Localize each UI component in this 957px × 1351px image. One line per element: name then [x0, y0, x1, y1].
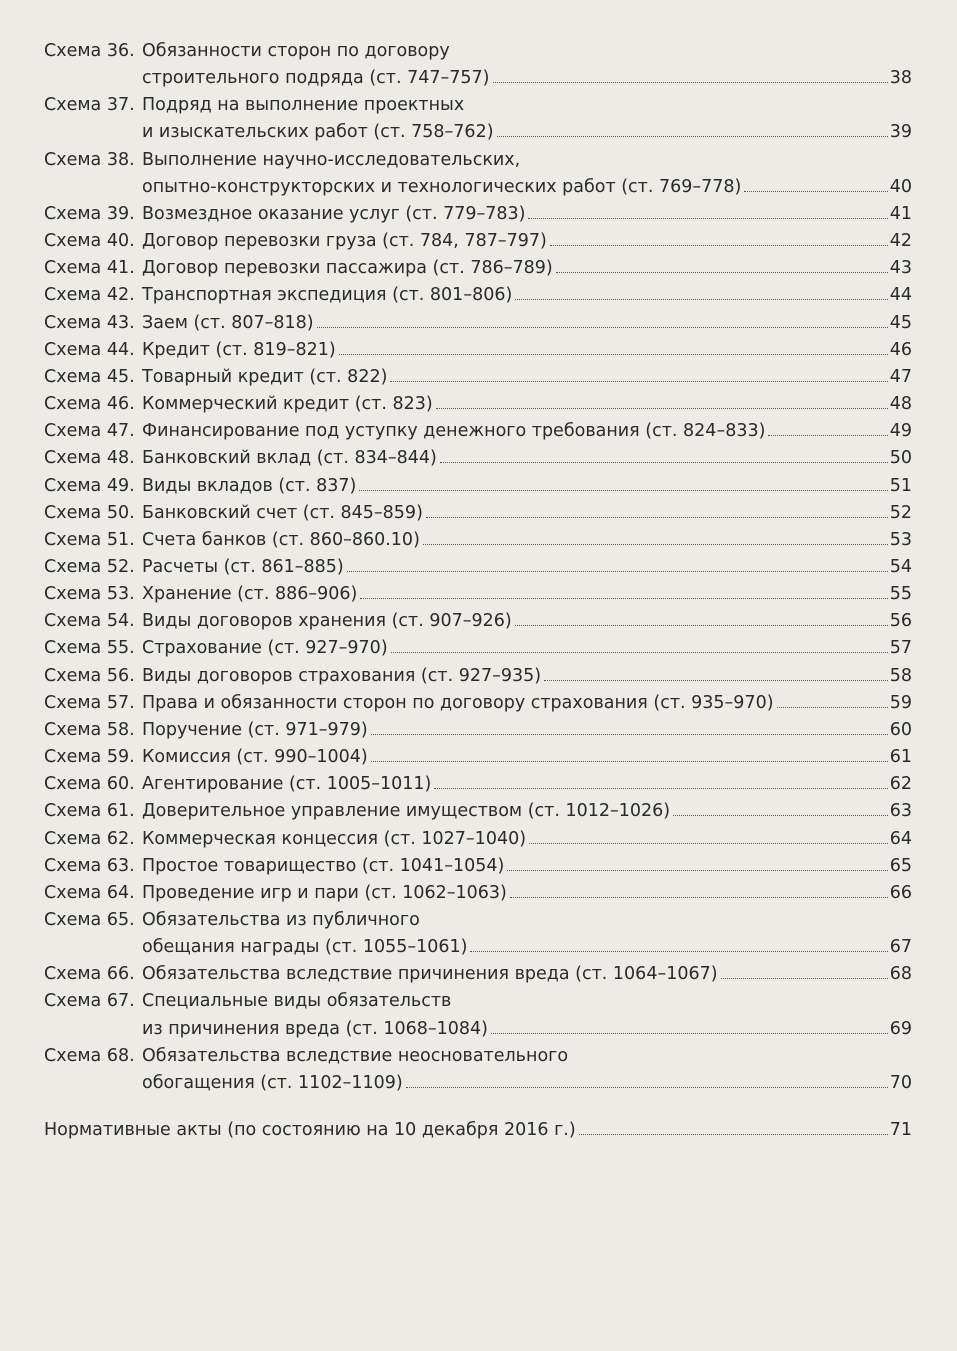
page-number: 48: [889, 394, 912, 415]
dot-leader: [529, 843, 888, 844]
scheme-number: Схема 52.: [44, 556, 135, 577]
scheme-number: Схема 58.: [44, 719, 135, 740]
dot-leader: [515, 299, 887, 300]
dot-leader: [544, 680, 888, 681]
entry-line: [142, 826, 912, 853]
dot-leader: [360, 598, 887, 599]
page-number: 62: [889, 774, 912, 795]
entry-line: [142, 1016, 912, 1043]
scheme-number: Схема 44.: [44, 339, 135, 360]
entry-body: [142, 771, 912, 798]
toc-entry: [44, 364, 912, 391]
entry-line: [142, 717, 912, 744]
scheme-number: Схема 57.: [44, 692, 135, 713]
scheme-number: Схема 49.: [44, 475, 135, 496]
entry-body: [142, 744, 912, 771]
entry-title: обогащения (ст. 1102–1109): [142, 1072, 403, 1093]
entry-body: [142, 445, 912, 472]
page-number: 45: [889, 312, 912, 333]
page-number: 51: [889, 475, 912, 496]
entry-body: [142, 717, 912, 744]
entry-line: [142, 635, 912, 662]
entry-line: [142, 38, 912, 65]
entry-title: Расчеты (ст. 861–885): [142, 556, 344, 577]
scheme-number: Схема 51.: [44, 529, 135, 550]
toc-entry: [44, 961, 912, 988]
entry-title: Договор перевозки груза (ст. 784, 787–797): [142, 231, 547, 252]
toc-entry: [44, 282, 912, 309]
toc-entry: [44, 907, 912, 961]
dot-leader: [556, 272, 888, 273]
page-number: 53: [889, 529, 912, 550]
dot-leader: [507, 870, 887, 871]
entry-line: [142, 554, 912, 581]
entry-title: Агентирование (ст. 1005–1011): [142, 774, 432, 795]
entry-line: [142, 771, 912, 798]
scheme-number: Схема 50.: [44, 502, 135, 523]
scheme-number: Схема 38.: [44, 149, 135, 170]
page-number: 38: [889, 68, 912, 89]
entry-line: [142, 798, 912, 825]
scheme-number: Схема 43.: [44, 312, 135, 333]
entry-line: [142, 527, 912, 554]
entry-line: [142, 880, 912, 907]
entry-body: [142, 364, 912, 391]
dot-leader: [406, 1087, 888, 1088]
entry-body: [142, 554, 912, 581]
dot-leader: [515, 625, 888, 626]
page-number: 69: [889, 1018, 912, 1039]
entry-line: [142, 391, 912, 418]
toc-entry: [44, 880, 912, 907]
entry-title: Коммерческая концессия (ст. 1027–1040): [142, 828, 527, 849]
entry-title: Финансирование под уступку денежного требования (ст. 824–833): [142, 421, 766, 442]
entry-line: [142, 581, 912, 608]
entry-body: [142, 38, 912, 92]
entry-title: Виды договоров хранения (ст. 907–926): [142, 611, 512, 632]
entry-title: Подряд на выполнение проектных: [142, 95, 465, 116]
entry-line: [142, 744, 912, 771]
scheme-number: Схема 37.: [44, 95, 135, 116]
entry-body: [142, 201, 912, 228]
entry-line: [142, 174, 912, 201]
entry-title: Банковский вклад (ст. 834–844): [142, 448, 437, 469]
scheme-number: Схема 64.: [44, 882, 135, 903]
entry-line: [142, 65, 912, 92]
page-number: 50: [889, 448, 912, 469]
toc-entry: [44, 92, 912, 146]
page-number: 44: [889, 285, 912, 306]
dot-leader: [359, 490, 887, 491]
entry-body: [142, 147, 912, 201]
entry-body: [142, 608, 912, 635]
entry-title: Хранение (ст. 886–906): [142, 584, 358, 605]
page-number: 42: [889, 231, 912, 252]
scheme-number: Схема 42.: [44, 285, 135, 306]
toc-entry: [44, 717, 912, 744]
page-number: 61: [889, 747, 912, 768]
dot-leader: [426, 517, 888, 518]
scheme-number: Схема 56.: [44, 665, 135, 686]
entry-title: Обязательства из публичного: [142, 910, 420, 930]
page-number: 57: [889, 638, 912, 659]
entry-line: [142, 147, 912, 174]
entry-line: [44, 1117, 912, 1144]
entry-title: Простое товарищество (ст. 1041–1054): [142, 855, 505, 876]
page-number: 49: [889, 421, 912, 442]
dot-leader: [673, 815, 888, 816]
dot-leader: [579, 1134, 888, 1135]
toc-entry: [44, 38, 912, 92]
scheme-number: Схема 40.: [44, 231, 135, 252]
entry-title: Выполнение научно-исследовательских,: [142, 149, 521, 170]
dot-leader: [391, 652, 888, 653]
dot-leader: [434, 788, 887, 789]
scheme-number: Схема 46.: [44, 394, 135, 415]
page-number: 65: [889, 855, 912, 876]
toc-entry: [44, 581, 912, 608]
entry-body: [142, 500, 912, 527]
toc-entry: [44, 1043, 912, 1097]
dot-leader: [510, 897, 888, 898]
entry-body: [142, 907, 912, 961]
scheme-number: Схема 63.: [44, 855, 135, 876]
entry-body: [142, 880, 912, 907]
scheme-number: Схема 36.: [44, 41, 135, 61]
dot-leader: [550, 245, 888, 246]
entry-title: Поручение (ст. 971–979): [142, 719, 368, 740]
entry-body: [142, 282, 912, 309]
entry-body: [142, 988, 912, 1042]
page-number: 64: [889, 828, 912, 849]
entry-title: Банковский счет (ст. 845–859): [142, 502, 423, 523]
page-number: 41: [889, 203, 912, 224]
entry-body: [142, 581, 912, 608]
entry-title: и изыскательских работ (ст. 758–762): [142, 122, 494, 143]
entry-title: Товарный кредит (ст. 822): [142, 366, 388, 387]
dot-leader: [390, 381, 887, 382]
entry-body: [142, 1043, 912, 1097]
scheme-number: Схема 54.: [44, 611, 135, 632]
page-number: 59: [889, 692, 912, 713]
entry-title: Обязательства вследствие причинения вреда (ст. 1064–1067): [142, 964, 718, 985]
entry-title: обещания награды (ст. 1055–1061): [142, 937, 468, 958]
entry-line: [142, 445, 912, 472]
toc-entry: [44, 147, 912, 201]
entry-title: Обязанности сторон по договору: [142, 41, 450, 61]
entry-line: [142, 907, 912, 934]
dot-leader: [497, 136, 888, 137]
entry-body: [142, 663, 912, 690]
toc-entry: [44, 527, 912, 554]
toc-entry: [44, 473, 912, 500]
scheme-number: Схема 55.: [44, 638, 135, 659]
toc-entry: [44, 418, 912, 445]
scheme-number: Схема 53.: [44, 584, 135, 605]
entry-title: Проведение игр и пари (ст. 1062–1063): [142, 882, 507, 903]
dot-leader: [493, 82, 888, 83]
entry-body: [142, 635, 912, 662]
entry-body: [142, 826, 912, 853]
scheme-number: Схема 45.: [44, 366, 135, 387]
entry-line: [142, 500, 912, 527]
entry-body: [142, 853, 912, 880]
entry-line: [142, 663, 912, 690]
page-number: 63: [889, 801, 912, 822]
page-number: 43: [889, 258, 912, 279]
toc-entry: [44, 445, 912, 472]
dot-leader: [317, 327, 888, 328]
toc-entry: [44, 798, 912, 825]
entry-line: [142, 473, 912, 500]
scheme-number: Схема 67.: [44, 991, 135, 1012]
page-number: 58: [889, 665, 912, 686]
toc-entry-normative: [44, 1117, 912, 1144]
scheme-number: Схема 41.: [44, 258, 135, 279]
entry-body: [142, 690, 912, 717]
page-number: 68: [889, 964, 912, 985]
scheme-number: Схема 65.: [44, 910, 135, 930]
page-number: 54: [889, 556, 912, 577]
page-number: 55: [889, 584, 912, 605]
entry-title: Виды договоров страхования (ст. 927–935): [142, 665, 542, 686]
page-number: 47: [889, 366, 912, 387]
entry-title: Кредит (ст. 819–821): [142, 339, 336, 360]
entry-title: строительного подряда (ст. 747–757): [142, 68, 490, 89]
scheme-number: Схема 61.: [44, 801, 135, 822]
entry-title: Счета банков (ст. 860–860.10): [142, 529, 420, 550]
toc-entry: [44, 255, 912, 282]
page-number: 67: [889, 937, 912, 958]
page-number: 66: [889, 882, 912, 903]
scheme-number: Схема 60.: [44, 774, 135, 795]
entry-line: [142, 310, 912, 337]
entry-line: [142, 418, 912, 445]
toc-entry: [44, 310, 912, 337]
entry-title: Заем (ст. 807–818): [142, 312, 314, 333]
scheme-number: Схема 39.: [44, 203, 135, 224]
entry-title: опытно-конструкторских и технологических работ (ст. 769–778): [142, 176, 742, 197]
entry-title: Транспортная экспедиция (ст. 801–806): [142, 285, 513, 306]
dot-leader: [721, 978, 888, 979]
page-number: 39: [889, 122, 912, 143]
toc-entry: [44, 391, 912, 418]
dot-leader: [440, 462, 888, 463]
entry-body: [142, 418, 912, 445]
entry-line: [142, 201, 912, 228]
entry-title: Договор перевозки пассажира (ст. 786–789): [142, 258, 553, 279]
page-number: 71: [889, 1120, 912, 1141]
entry-body: [142, 798, 912, 825]
entry-title: Права и обязанности сторон по договору страхования (ст. 935–970): [142, 692, 774, 713]
dot-leader: [777, 707, 888, 708]
toc-entry: [44, 635, 912, 662]
entry-line: [142, 92, 912, 119]
entry-body: [142, 228, 912, 255]
dot-leader: [423, 544, 888, 545]
toc-entry: [44, 608, 912, 635]
toc-entry: [44, 771, 912, 798]
scheme-number: Схема 62.: [44, 828, 135, 849]
page-number: 56: [889, 611, 912, 632]
scheme-number: Схема 59.: [44, 747, 135, 768]
entry-line: [142, 690, 912, 717]
dot-leader: [768, 435, 887, 436]
dot-leader: [436, 408, 888, 409]
dot-leader: [491, 1033, 888, 1034]
entry-title: Страхование (ст. 927–970): [142, 638, 388, 659]
entry-line: [142, 337, 912, 364]
toc-entry: [44, 690, 912, 717]
toc-entry: [44, 853, 912, 880]
page-number: 60: [889, 719, 912, 740]
entry-body: [142, 391, 912, 418]
entry-title: Обязательства вследствие неосновательного: [142, 1045, 569, 1066]
entry-line: [142, 853, 912, 880]
dot-leader: [528, 218, 887, 219]
entry-line: [142, 1043, 912, 1070]
toc-entry: [44, 500, 912, 527]
entry-title: Комиссия (ст. 990–1004): [142, 747, 368, 768]
toc-entry: [44, 337, 912, 364]
toc-entry: [44, 554, 912, 581]
entry-line: [142, 1070, 912, 1097]
entry-line: [142, 228, 912, 255]
page-number: 70: [889, 1072, 912, 1093]
entry-line: [142, 934, 912, 961]
entry-body: [142, 337, 912, 364]
dot-leader: [470, 951, 887, 952]
entry-line: [142, 364, 912, 391]
entry-body: [44, 1117, 912, 1144]
toc-entry: [44, 826, 912, 853]
entry-title: Возмездное оказание услуг (ст. 779–783): [142, 203, 526, 224]
dot-leader: [371, 761, 888, 762]
toc-entry: [44, 201, 912, 228]
scheme-number: Схема 48.: [44, 448, 135, 469]
entry-body: [142, 527, 912, 554]
page-number: 52: [889, 502, 912, 523]
page-number: 46: [889, 339, 912, 360]
section-gap: [44, 1097, 912, 1117]
scheme-number: Схема 66.: [44, 964, 135, 985]
entry-body: [142, 473, 912, 500]
entry-line: [142, 988, 912, 1015]
normative-acts-title: Нормативные акты (по состоянию на 10 декабря 2016 г.): [44, 1120, 576, 1141]
entry-line: [142, 119, 912, 146]
scheme-number: Схема 68.: [44, 1045, 135, 1066]
dot-leader: [371, 734, 888, 735]
entry-body: [142, 92, 912, 146]
entry-line: [142, 608, 912, 635]
scheme-number: Схема 47.: [44, 421, 135, 442]
entry-body: [142, 961, 912, 988]
entry-body: [142, 310, 912, 337]
toc-entry: [44, 228, 912, 255]
dot-leader: [744, 191, 887, 192]
dot-leader: [347, 571, 888, 572]
toc-entry: [44, 988, 912, 1042]
entry-line: [142, 961, 912, 988]
entry-body: [142, 255, 912, 282]
toc-entry: [44, 663, 912, 690]
table-of-contents: [44, 38, 912, 1144]
entry-line: [142, 255, 912, 282]
page-number: 40: [889, 176, 912, 197]
entry-title: Коммерческий кредит (ст. 823): [142, 394, 433, 415]
entry-title: Виды вкладов (ст. 837): [142, 475, 357, 496]
entry-title: Доверительное управление имуществом (ст. 1012–1026): [142, 801, 671, 822]
entry-line: [142, 282, 912, 309]
dot-leader: [339, 354, 888, 355]
toc-entry: [44, 744, 912, 771]
entry-title: Специальные виды обязательств: [142, 991, 452, 1012]
entry-title: из причинения вреда (ст. 1068–1084): [142, 1018, 488, 1039]
